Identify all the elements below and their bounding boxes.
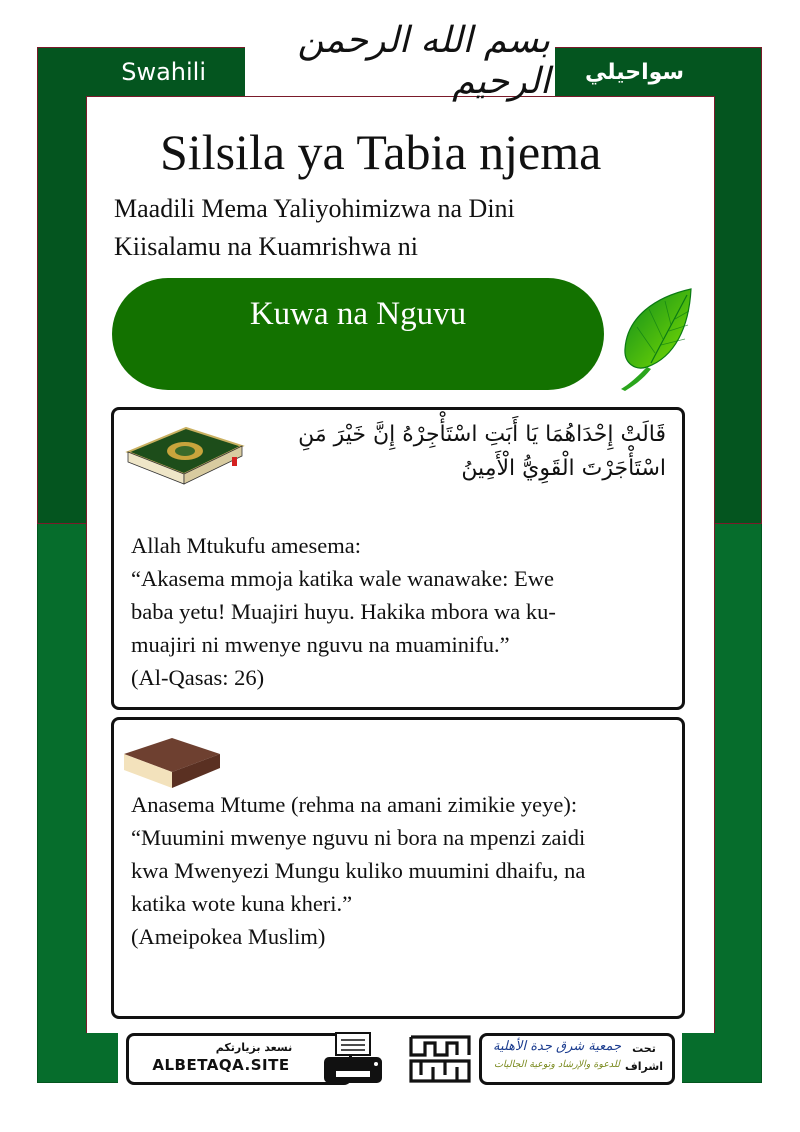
hadith-card (111, 717, 685, 1019)
text-line: kwa Mwenyezi Mungu kuliko muumini dhaifu, na (131, 858, 586, 883)
supervision-label-line: تحت (632, 1042, 656, 1055)
supervision-label-line: اشراف (625, 1060, 663, 1073)
quran-book-icon (124, 424, 246, 486)
verse-line: قَالَتْ إِحْدَاهُمَا يَا أَبَتِ اسْتَأْجِرْهُ إِنَّ خَيْرَ مَنِ (298, 422, 666, 447)
text-line: “Akasema mmoja katika wale wanawake: Ewe (131, 566, 554, 591)
supervision-label (624, 1040, 664, 1076)
site-url-link[interactable]: ALBETAQA.SITE (152, 1056, 290, 1074)
text-line: Anasema Mtume (rehma na amani zimikie yeye): (131, 792, 578, 817)
text-line: muajiri ni mwenye nguvu na muaminifu.” (131, 632, 510, 657)
site-link-box[interactable] (126, 1033, 352, 1085)
kufic-logo (405, 1031, 475, 1092)
quran-verse-card (111, 407, 685, 710)
hadith-text (131, 788, 676, 953)
subtitle-line: Kiisalamu na Kuamrishwa ni (114, 232, 418, 261)
source-reference: (Al-Qasas: 26) (131, 665, 265, 690)
verse-translation (131, 529, 676, 694)
page-subtitle (114, 190, 634, 266)
organization-subtitle: للدعوة والإرشاد وتوعية الجاليات (494, 1059, 620, 1070)
hadith-book-icon (122, 734, 222, 790)
language-label-arabic: سواحيلي (585, 59, 685, 85)
text-line: katika wote kuna kheri.” (131, 891, 353, 916)
text-line: Allah Mtukufu amesema: (131, 533, 361, 558)
source-reference: (Ameipokea Muslim) (131, 924, 326, 949)
subtitle-line: Maadili Mema Yaliyohimizwa na Dini (114, 194, 515, 223)
page-title: Silsila ya Tabia njema (160, 124, 602, 180)
text-line: “Muumini mwenye nguvu ni bora na mpenzi zaidi (131, 825, 586, 850)
text-line: baba yetu! Muajiri huyu. Hakika mbora wa ku- (131, 599, 556, 624)
topic-label: Kuwa na Nguvu (249, 296, 467, 332)
organization-box (479, 1033, 675, 1085)
topic-banner (112, 278, 604, 390)
printer-icon[interactable] (322, 1031, 384, 1085)
leaf-icon (615, 287, 695, 392)
visit-text: نسعد بزيارتكم (215, 1041, 293, 1054)
organization-name: جمعية شرق جدة الأهلية (492, 1039, 621, 1054)
kufic-logo-text: دعوة ورقة (440, 1091, 445, 1092)
arabic-verse (246, 418, 666, 486)
language-label-latin: Swahili (121, 58, 206, 86)
verse-line: اسْتَأْجَرْتَ الْقَوِيُّ الْأَمِينُ (461, 456, 666, 481)
basmala-calligraphy: بسم الله الرحمن الرحيم (297, 20, 550, 102)
